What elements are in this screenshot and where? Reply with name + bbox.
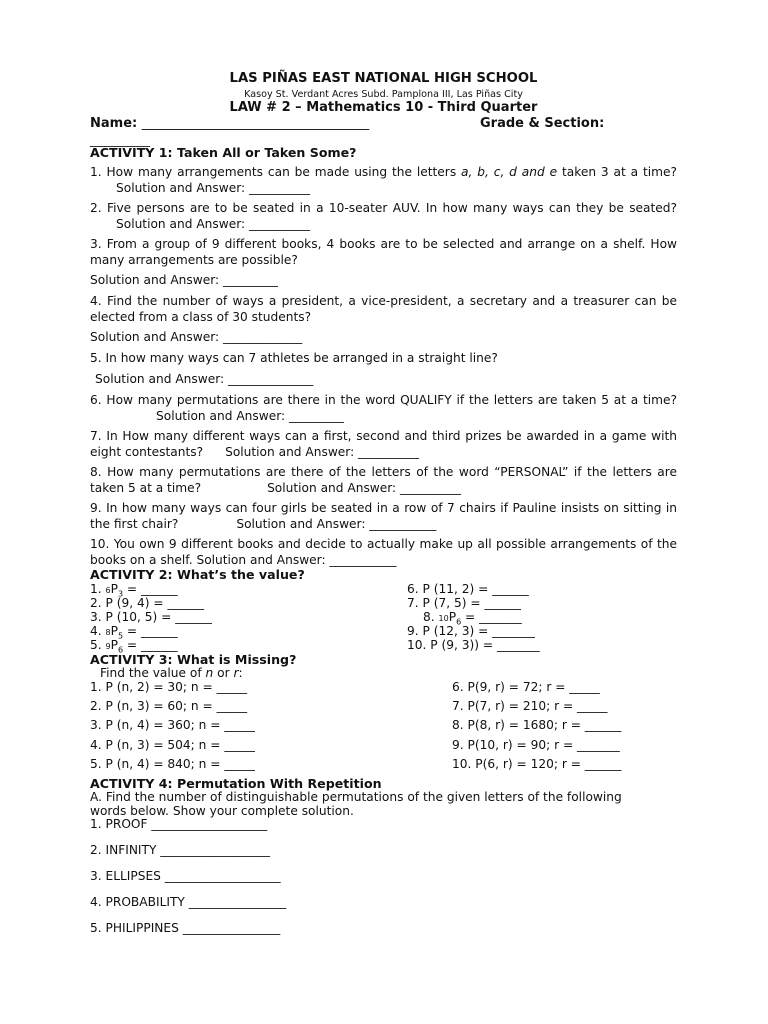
activity1-question-9: 9. In how many ways can four girls be seated in a row of 7 chairs if Pauline insists on sitting in the first chair? Solution and Answer: ___________	[90, 501, 677, 531]
activity1-title: ACTIVITY 1: Taken All or Taken Some?	[90, 145, 357, 160]
activity3-item: 9. P(10, r) = 90; r = _______	[452, 738, 620, 752]
activity4-instruction: A. Find the number of distinguishable permutations of the given letters of the following words below. Show your complete solution.	[90, 790, 622, 818]
grade-section-blank: __________	[90, 133, 150, 147]
activity1-question-1: 1. How many arrangements can be made using the letters a, b, c, d and e taken 3 at a time?Solution and Answer: __________	[90, 165, 678, 195]
activity4-item: 3. ELLIPSES ___________________	[90, 869, 281, 883]
activity1-question-5: 5. In how many ways can 7 athletes be arranged in a straight line?	[90, 351, 498, 365]
activity3-item: 4. P (n, 3) = 504; n = _____	[90, 738, 255, 752]
activity2-item: 10. P (9, 3)) = _______	[407, 638, 540, 652]
activity2-item: 7. P (7, 5) = ______	[407, 596, 522, 610]
letters-list: a, b, c, d and e	[461, 165, 558, 179]
activity3-item: 6. P(9, r) = 72; r = _____	[452, 680, 600, 694]
answer-blank: Solution and Answer: ______________	[95, 372, 314, 386]
school-name: LAS PIÑAS EAST NATIONAL HIGH SCHOOL	[229, 71, 538, 86]
activity4-title: ACTIVITY 4: Permutation With Repetition	[90, 776, 382, 791]
activity3-item: 5. P (n, 4) = 840; n = _____	[90, 757, 255, 771]
answer-blank: Solution and Answer: ___________	[196, 552, 397, 567]
worksheet-title: LAW # 2 – Mathematics 10 - Third Quarter	[229, 100, 538, 115]
answer-blank: Solution and Answer: __________	[116, 180, 310, 195]
answer-blank: Solution and Answer: ___________	[236, 516, 437, 531]
activity1-question-4: 4. Find the number of ways a president, a vice-president, a secretary and a treasurer can be elected from a class of 30 students?	[90, 294, 677, 324]
school-address: Kasoy St. Verdant Acres Subd. Pamplona III, Las Piñas City	[244, 89, 523, 100]
activity3-title: ACTIVITY 3: What is Missing?	[90, 652, 297, 667]
activity3-item: 10. P(6, r) = 120; r = ______	[452, 757, 622, 771]
activity3-instruction: Find the value of n or r:	[100, 666, 243, 680]
activity4-item: 5. PHILIPPINES ________________	[90, 921, 281, 935]
answer-blank: Solution and Answer: _____________	[90, 330, 303, 344]
activity1-question-2: 2. Five persons are to be seated in a 10-seater AUV. In how many ways can they be seated?Solution and Answer: __________	[90, 201, 677, 231]
answer-blank: Solution and Answer: __________	[116, 216, 310, 231]
activity1-question-7: 7. In How many different ways can a first, second and third prizes be awarded in a game with eight contestants? Solution and Answer: __________	[90, 429, 677, 459]
activity2-item: 9. P (12, 3) = _______	[407, 624, 535, 638]
activity3-item: 7. P(7, r) = 210; r = _____	[452, 699, 608, 713]
name-label: Name:	[90, 116, 138, 131]
activity2-item: 5. $9P_6$ = ______	[90, 638, 178, 655]
activity2-item: 8. $10P_6$ = _______	[423, 610, 522, 627]
activity2-item: 1. $6P_3$ = ______	[90, 582, 178, 599]
activity4-item: 4. PROBABILITY ________________	[90, 895, 287, 909]
activity2-item: 2. P (9, 4) = ______	[90, 596, 205, 610]
activity3-item: 8. P(8, r) = 1680; r = ______	[452, 718, 622, 732]
activity4-item: 2. INFINITY __________________	[90, 843, 270, 857]
activity2-item: 3. P (10, 5) = ______	[90, 610, 212, 624]
activity1-question-8: 8. How many permutations are there of the letters of the word “PERSONAL” if the letters are taken 5 at a time? Solution and Answer: __________	[90, 465, 677, 495]
activity3-item: 2. P (n, 3) = 60; n = _____	[90, 699, 248, 713]
grade-section-label: Grade & Section:	[480, 116, 605, 131]
activity1-question-10: 10. You own 9 different books and decide to actually make up all possible arrangements of the books on a shelf. Solution and Answer: ___________	[90, 537, 677, 567]
activity2-title: ACTIVITY 2: What’s the value?	[90, 567, 305, 582]
activity1-question-6: 6. How many permutations are there in the word QUALIFY if the letters are taken 5 at a time?Solution and Answer: _________	[90, 393, 677, 423]
name-field	[90, 116, 369, 131]
answer-blank: Solution and Answer: _________	[90, 273, 278, 287]
answer-blank: Solution and Answer: __________	[267, 480, 461, 495]
name-blank: ___________________________________	[141, 116, 370, 131]
activity2-item: 6. P (11, 2) = ______	[407, 582, 529, 596]
activity4-item: 1. PROOF ___________________	[90, 817, 268, 831]
activity3-item: 1. P (n, 2) = 30; n = _____	[90, 680, 248, 694]
answer-blank: Solution and Answer: __________	[225, 444, 419, 459]
activity1-question-3: 3. From a group of 9 different books, 4 books are to be selected and arrange on a shelf. How many arrangements are possible?	[90, 237, 677, 267]
answer-blank: Solution and Answer: _________	[156, 408, 344, 423]
activity2-item: 4. $8P_5$ = ______	[90, 624, 178, 641]
activity3-item: 3. P (n, 4) = 360; n = _____	[90, 718, 255, 732]
